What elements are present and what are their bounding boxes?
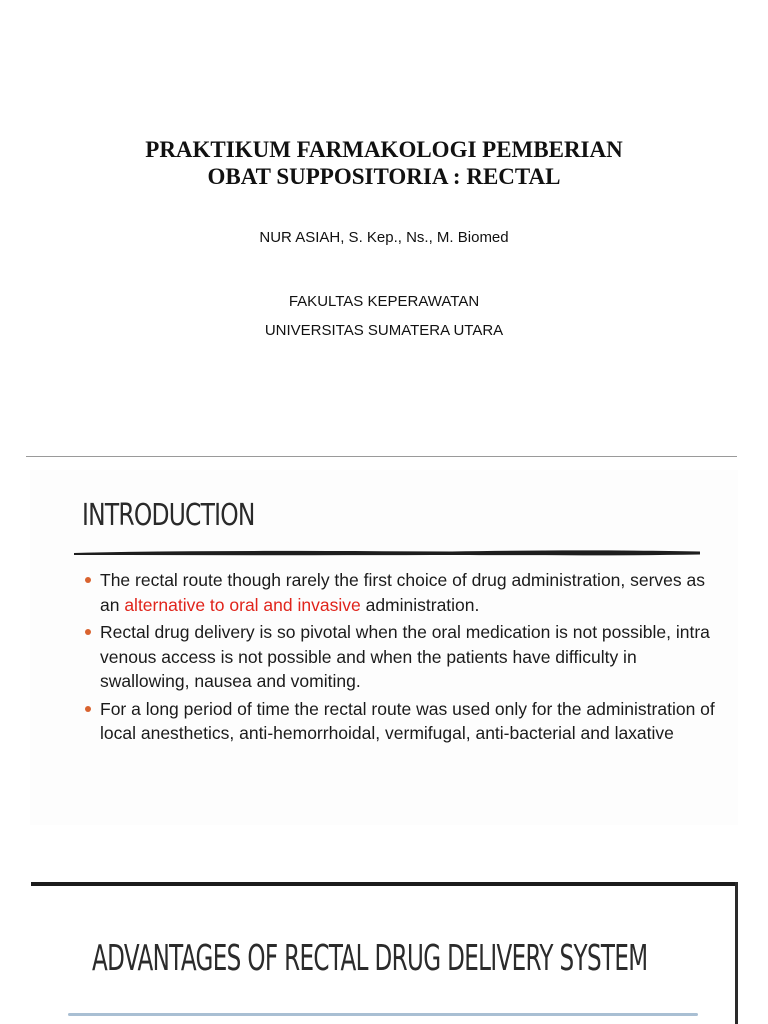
faculty-name: FAKULTAS KEPERAWATAN (288, 293, 480, 310)
affiliation-block (0, 287, 768, 345)
bullet-1-text-after: administration. (360, 594, 480, 615)
title-line-1: PRAKTIKUM FARMAKOLOGI PEMBERIAN (145, 137, 623, 162)
page-divider (26, 456, 737, 457)
advantages-slide-top-border (31, 882, 738, 886)
heading-brush-underline (72, 548, 702, 557)
advantages-slide-side-border (735, 882, 738, 1024)
bullet-1-highlight: alternative to oral and invasive (124, 594, 361, 615)
introduction-bullet-list (82, 568, 722, 749)
bullet-dot-icon (85, 577, 91, 583)
bullet-2-text: Rectal drug delivery is so pivotal when the oral medication is not possible, intra venous access is not possible and when the patients have difficulty in swallowing, nausea and vomiting. (100, 622, 710, 691)
author-name: NUR ASIAH, S. Kep., Ns., M. Biomed (259, 229, 509, 246)
bullet-1-text-before: The rectal route though rarely the first choice of drug administration, serves as an (100, 570, 706, 615)
bullet-item-2 (82, 620, 722, 694)
introduction-heading: INTRODUCTION (82, 498, 255, 533)
bullet-dot-icon (85, 706, 91, 712)
bullet-3-text: For a long period of time the rectal route was used only for the administration of local anesthetics, anti-hemorrhoidal, vermifugal, anti-bacterial and laxative (100, 698, 715, 743)
bullet-item-1 (82, 568, 722, 617)
advantages-heading: ADVANTAGES OF RECTAL DRUG DELIVERY SYSTEM (92, 938, 648, 979)
bullet-item-3 (82, 697, 722, 746)
title-block (0, 136, 768, 190)
university-name: UNIVERSITAS SUMATERA UTARA (264, 322, 504, 339)
introduction-slide (30, 470, 738, 825)
bullet-dot-icon (85, 629, 91, 635)
title-line-2: OBAT SUPPOSITORIA : RECTAL (207, 164, 561, 189)
advantages-heading-underline (68, 1013, 698, 1016)
